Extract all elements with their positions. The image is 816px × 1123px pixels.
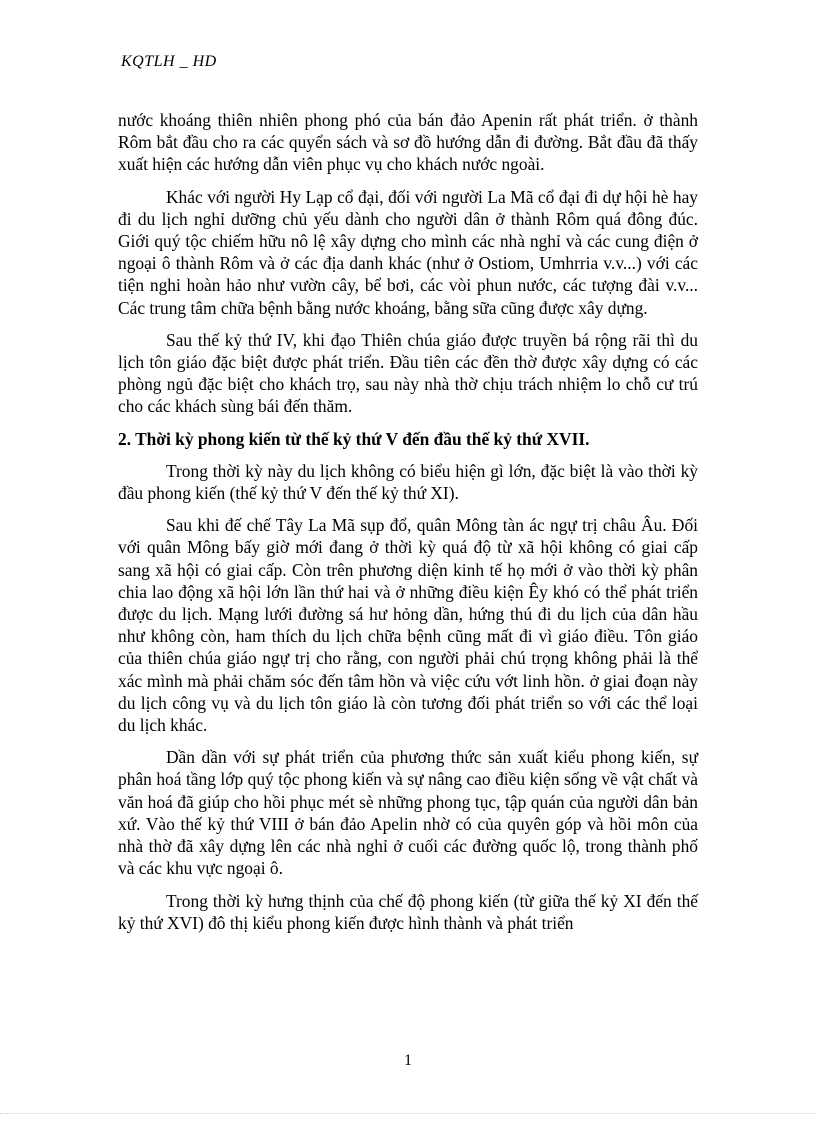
- page-number: 1: [404, 1052, 412, 1069]
- paragraph-2: Khác với người Hy Lạp cổ đại, đối với người La Mã cổ đại đi dự hội hè hay đi du lịch nghỉ dưỡng chủ yếu dành cho người dân ở thành Rôm quá đông đúc. Giới quý tộc chiếm hữu nô lệ xây dựng cho mình các nhà nghỉ và các cung điện ở ngoại ô thành Rôm và ở các địa danh khác (như ở Ostiom, Umhrria v.v...) với các tiện nghi hoàn hảo như vườn cây, bể bơi, các vòi phun nước, các tượng đài v.v... Các trung tâm chữa bệnh bằng nước khoáng, bằng sữa cũng được xây dựng.: [118, 186, 698, 318]
- paragraph-1: nước khoáng thiên nhiên phong phó của bán đảo Apenin rất phát triển. ở thành Rôm bắt đầu cho ra các quyển sách và sơ đồ hướng dẫn đi đường. Bắt đầu đã thấy xuất hiện các hướng dẫn viên phục vụ cho khách nước ngoài.: [118, 110, 698, 175]
- paragraph-7: Trong thời kỳ hưng thịnh của chế độ phong kiến (từ giữa thế kỷ XI đến thế kỷ thứ XVI) đô thị kiểu phong kiến được hình thành và phát triển: [118, 890, 698, 933]
- document-body: [118, 109, 698, 944]
- page-bottom-divider: [0, 1113, 816, 1114]
- page-header: KQTLH _ HD: [121, 53, 217, 70]
- paragraph-5: Sau khi đế chế Tây La Mã sụp đổ, quân Mông tàn ác ngự trị châu Âu. Đối với quân Mông bấy giờ mới đang ở thời kỳ quá độ từ xã hội không có giai cấp sang xã hội có giai cấp. Còn trên phương diện kinh tế họ mới ở vào thời kỳ phân chia lao động xã hội lớn lần thứ hai và ở những điều kiện Êy khó có thể phát triển được du lịch. Mạng lưới đường sá hư hỏng dần, hứng thú đi du lịch của dân hầu như không còn, ham thích du lịch chữa bệnh cũng mất đi vì giáo điều. Tôn giáo của thiên chúa giáo ngự trị cho rằng, con người phải chú trọng không phải là thể xác mình mà phải chăm sóc đến tâm hồn và việc cứu vớt linh hồn. ở giai đoạn này du lịch công vụ và du lịch tôn giáo là còn tương đối phát triển so với các thể loại du lịch khác.: [118, 515, 698, 736]
- section-heading: 2. Thời kỳ phong kiến từ thế kỷ thứ V đến đầu thế kỷ thứ XVII.: [118, 428, 590, 449]
- paragraph-4: Trong thời kỳ này du lịch không có biểu hiện gì lớn, đặc biệt là vào thời kỳ đầu phong kiến (thế kỷ thứ V đến thế kỷ thứ XI).: [118, 460, 698, 504]
- paragraph-3: Sau thế kỷ thứ IV, khi đạo Thiên chúa giáo được truyền bá rộng rãi thì du lịch tôn giáo đặc biệt được phát triển. Đầu tiên các đền thờ được xây dựng có các phòng ngủ đặc biệt cho khách trọ, sau này nhà thờ chịu trách nhiệm lo chỗ cư trú cho các khách sùng bái đến thăm.: [118, 329, 698, 417]
- paragraph-6: Dần dần với sự phát triển của phương thức sản xuất kiểu phong kiến, sự phân hoá tầng lớp quý tộc phong kiến và sự nâng cao điều kiện sống về vật chất và văn hoá đã giúp cho hồi phục mét sè những phong tục, tập quán của người dân bản xứ. Vào thế kỷ thứ VIII ở bán đảo Apelin nhờ có của quyên góp và hồi môn của nhà thờ đã xây dựng lên các nhà nghỉ ở cuối các đường quốc lộ, trong thành phố và các khu vực ngoại ô.: [118, 747, 698, 879]
